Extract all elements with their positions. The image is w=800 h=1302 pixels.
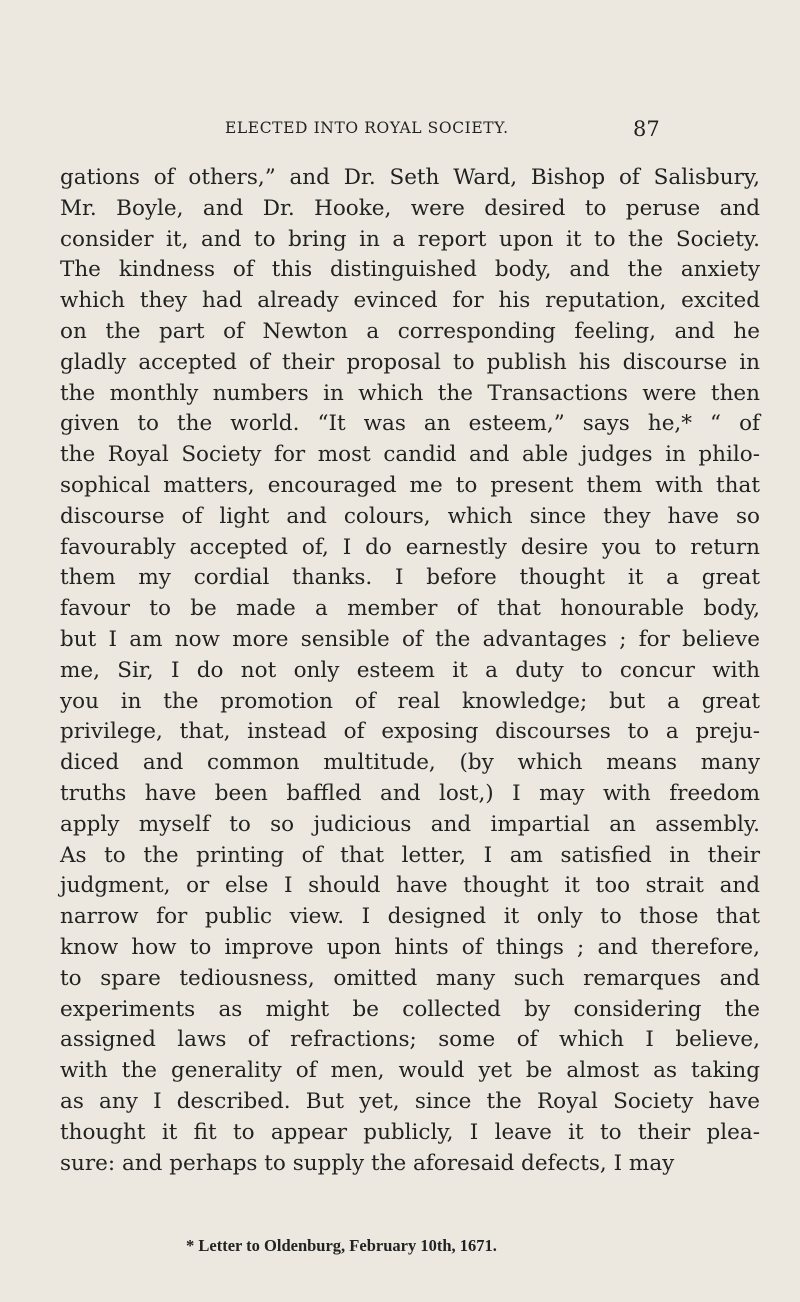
text-line: experiments as might be collected by considering the xyxy=(60,996,760,1022)
text-line: me, Sir, I do not only esteem it a duty to concur with xyxy=(60,657,760,683)
text-line: favourably accepted of, I do earnestly desire you to return xyxy=(60,534,760,560)
page-number: 87 xyxy=(633,117,660,141)
text-line: sure: and perhaps to supply the aforesaid defects, I may xyxy=(60,1150,675,1176)
text-line: you in the promotion of real knowledge; but a great xyxy=(60,688,760,714)
text-line: gations of others,” and Dr. Seth Ward, Bishop of Salisbury, xyxy=(60,165,760,190)
text-line: discourse of light and colours, which since they have so xyxy=(60,503,760,529)
text-line: As to the printing of that letter, I am satisfied in their xyxy=(60,842,760,868)
text-line: judgment, or else I should have thought it too strait and xyxy=(60,873,760,899)
text-line: know how to improve upon hints of things ; and therefore, xyxy=(60,934,760,960)
text-line: which they had already evinced for his reputation, excited xyxy=(60,288,760,314)
text-line: consider it, and to bring in a report upon it to the Society. xyxy=(60,226,760,252)
text-line: diced and common multitude, (by which means many xyxy=(60,750,760,776)
text-line: with the generality of men, would yet be almost as taking xyxy=(60,1058,760,1084)
text-line: on the part of Newton a corresponding feeling, and he xyxy=(60,318,760,344)
text-line: The kindness of this distinguished body, and the anxiety xyxy=(60,257,760,283)
footnote: * Letter to Oldenburg, February 10th, 1671. xyxy=(186,1236,497,1255)
running-title: ELECTED INTO ROYAL SOCIETY. xyxy=(225,119,509,137)
text-line: the Royal Society for most candid and able judges in philo- xyxy=(60,442,760,468)
text-line: as any I described. But yet, since the Royal Society have xyxy=(60,1088,760,1114)
text-line: Mr. Boyle, and Dr. Hooke, were desired to peruse and xyxy=(60,195,760,221)
text-line: sophical matters, encouraged me to present them with that xyxy=(60,472,760,498)
text-line: thought it fit to appear publicly, I leave it to their plea- xyxy=(60,1119,760,1145)
text-line: the monthly numbers in which the Transactions were then xyxy=(60,380,760,406)
text-line: truths have been baffled and lost,) I may with freedom xyxy=(60,780,760,806)
running-head xyxy=(195,117,695,143)
text-line: assigned laws of refractions; some of which I believe, xyxy=(60,1027,760,1053)
text-line: given to the world. “It was an esteem,” says he,* “ of xyxy=(60,411,760,437)
text-line: privilege, that, instead of exposing discourses to a preju- xyxy=(60,719,760,745)
text-line: but I am now more sensible of the advantages ; for believe xyxy=(60,626,760,652)
text-line: favour to be made a member of that honourable body, xyxy=(60,596,760,622)
body-text xyxy=(60,163,760,1179)
text-line: narrow for public view. I designed it only to those that xyxy=(60,904,760,930)
text-line: apply myself to so judicious and impartial an assembly. xyxy=(60,811,760,837)
text-line: them my cordial thanks. I before thought it a great xyxy=(60,565,760,591)
text-line: to spare tediousness, omitted many such remarques and xyxy=(60,965,760,991)
text-line: gladly accepted of their proposal to publish his discourse in xyxy=(60,349,760,375)
